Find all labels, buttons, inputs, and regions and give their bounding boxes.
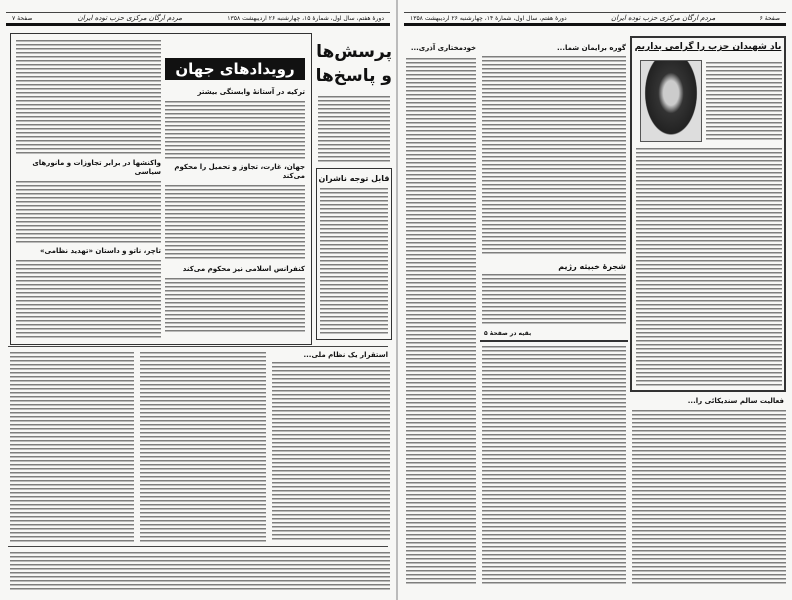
article-text bbox=[16, 260, 161, 340]
world-news-title: رویدادهای جهان bbox=[165, 58, 305, 80]
subhead: کنفرانس اسلامی نیز محکوم می‌کند bbox=[182, 265, 305, 273]
article-text bbox=[16, 40, 161, 155]
article-text bbox=[636, 148, 782, 386]
qa-title-line: پرسش‌ها bbox=[316, 42, 392, 62]
bottom-article-title: استقرار یک نظام ملی... bbox=[303, 351, 388, 359]
page-number: صفحهٔ ۷ bbox=[12, 14, 33, 22]
newspaper-logo: مردم ارگان مرکزی حزب توده ایران bbox=[610, 14, 716, 22]
article-text bbox=[16, 181, 161, 243]
world-news-left-column bbox=[16, 40, 161, 338]
article-text bbox=[482, 346, 626, 586]
subhead: ترکیه در آستانهٔ وابستگی بیشتر bbox=[197, 88, 305, 96]
autonomy-title: خودمختاری آذری... bbox=[410, 44, 476, 52]
subhead: واکنشها در برابر تجاوزات و مانورهای سیاسی bbox=[32, 159, 161, 176]
martyrs-title: یاد شهیدان حزب را گرامی بداریم bbox=[634, 42, 782, 52]
issue-info: دورهٔ هفتم، سال اول، شمارهٔ ۱۵، چهارشنبه ۲۶ اردیبهشت ۱۳۵۸ bbox=[227, 14, 384, 22]
article-text bbox=[10, 552, 390, 592]
article-text bbox=[165, 101, 305, 159]
article-text bbox=[140, 352, 266, 542]
martyr-photo bbox=[640, 60, 702, 142]
article-text bbox=[406, 58, 476, 586]
page-header bbox=[404, 12, 786, 26]
article-text bbox=[10, 352, 134, 542]
right-page bbox=[398, 0, 792, 600]
notice-title: قابل توجه ناشران bbox=[318, 174, 390, 183]
page-number: صفحهٔ ۶ bbox=[759, 14, 780, 22]
article-text bbox=[272, 362, 390, 542]
world-news-right-column bbox=[165, 88, 305, 340]
letters-title: گوره برایمان شما... bbox=[557, 44, 626, 52]
qa-title-line: و پاسخ‌ها bbox=[315, 66, 392, 86]
subhead: جهان، غارت، تجاوز و تحمیل را محکوم می‌کند bbox=[174, 163, 305, 180]
qa-title bbox=[316, 40, 392, 88]
letters-subhead: شجرهٔ خبیثه رژیم bbox=[558, 262, 626, 271]
article-text bbox=[482, 274, 626, 326]
issue-info: دورهٔ هفتم، سال اول، شمارهٔ ۱۴، چهارشنبه ۲۶ اردیبهشت ۱۳۵۸ bbox=[410, 14, 567, 22]
article-text bbox=[632, 410, 786, 586]
article-text bbox=[165, 185, 305, 261]
article-text bbox=[318, 96, 390, 162]
divider bbox=[8, 346, 388, 347]
newspaper-logo: مردم ارگان مرکزی حزب توده ایران bbox=[77, 14, 183, 22]
continued-note: بقیه در صفحهٔ ۵ bbox=[484, 330, 532, 337]
unions-title: فعالیت سالم سندیکائی را... bbox=[687, 397, 784, 405]
divider bbox=[480, 340, 628, 342]
article-text bbox=[165, 278, 305, 334]
divider bbox=[8, 546, 388, 547]
page-header bbox=[6, 12, 390, 26]
article-text bbox=[706, 62, 782, 142]
subhead: تاچر، ناتو و داستان «تهدید نظامی» bbox=[40, 247, 161, 255]
article-text bbox=[482, 56, 626, 256]
article-text bbox=[320, 188, 388, 336]
